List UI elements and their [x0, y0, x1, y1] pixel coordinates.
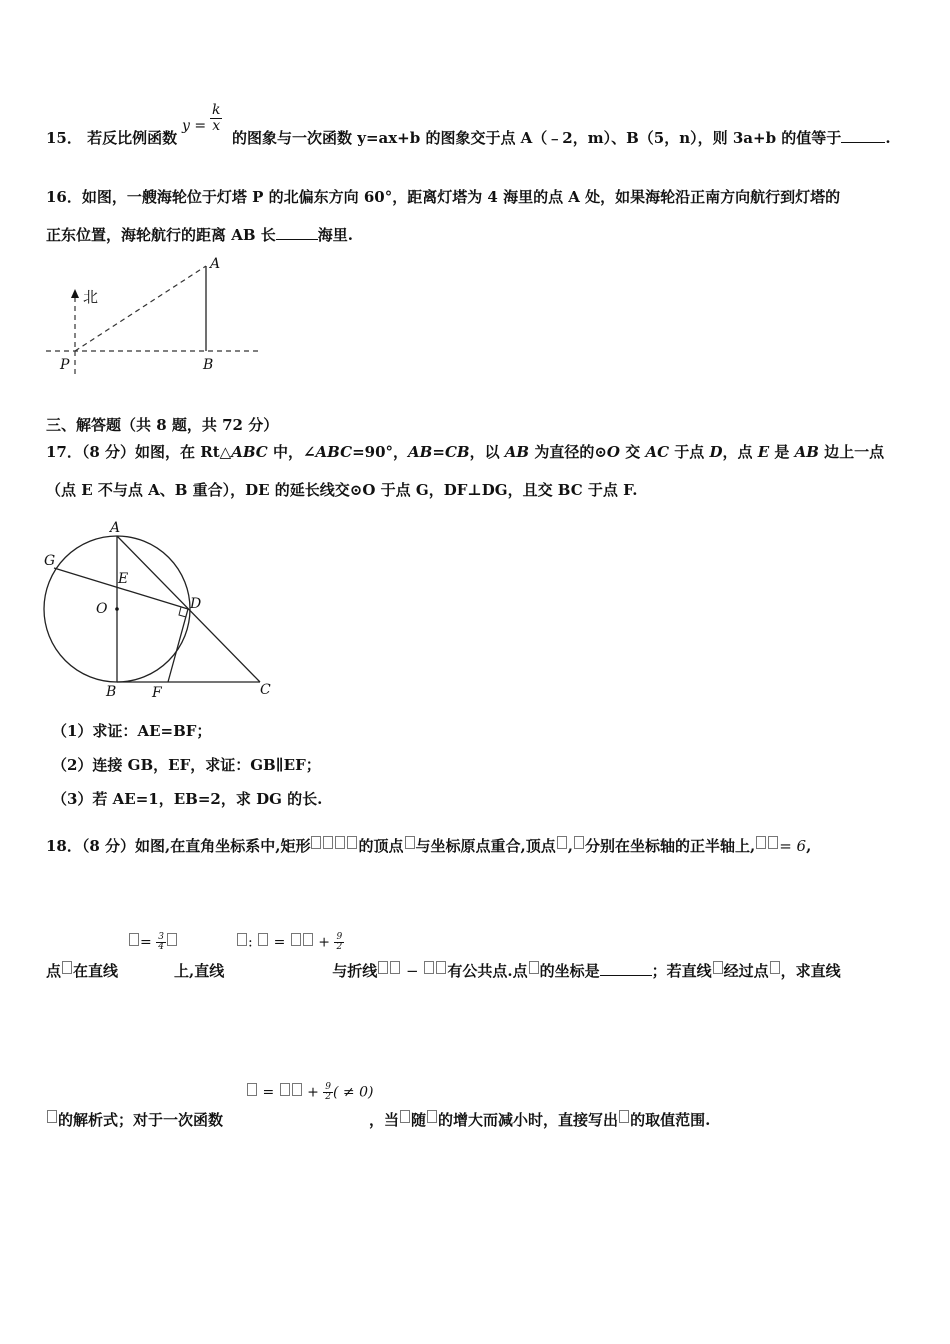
- missing-glyph-icon: [378, 961, 388, 974]
- q17-t17: ，点: [722, 443, 758, 461]
- q18-l1-c: 与坐标原点重合,顶点: [415, 837, 556, 855]
- q15-number: 15．: [46, 129, 82, 147]
- missing-glyph-icon: [237, 933, 247, 946]
- q17-segment-DF: [168, 609, 188, 682]
- q18-f-plus: +: [313, 934, 335, 951]
- q18-l1-b: 的顶点: [358, 837, 404, 855]
- section3-heading: 三、解答题（共 8 题，共 72 分）: [46, 416, 279, 434]
- q16-figure: [40, 252, 270, 377]
- missing-glyph-icon: [770, 961, 780, 974]
- q17-label-D: D: [190, 596, 202, 612]
- q17-t11: 为直径的⊙: [529, 443, 607, 461]
- q18-l2-i: ，求直线: [780, 962, 841, 980]
- q17-t6: AB: [408, 443, 433, 461]
- q18-f3-cond: ( ≠ 0): [333, 1084, 374, 1101]
- q17-t8: CB: [444, 443, 470, 461]
- q17-label-G: G: [44, 553, 56, 569]
- missing-glyph-icon: [62, 961, 72, 974]
- q16-answer-blank[interactable]: [276, 225, 318, 240]
- q17-label-E: E: [118, 571, 129, 587]
- q18-answer-blank[interactable]: [600, 961, 652, 976]
- q18-f3-d: 2: [325, 1092, 332, 1102]
- q18-formula-linear-function: [246, 1083, 373, 1102]
- q18-formula-line-a: [128, 933, 178, 952]
- q17-sub1: （1）求证：AE=BF；: [52, 722, 212, 740]
- missing-glyph-icon: [427, 1110, 437, 1123]
- missing-glyph-icon: [756, 836, 766, 849]
- q16-segment-PA: [75, 266, 206, 351]
- q17-t4: ABC: [315, 443, 353, 461]
- q18-l2-c: 上,直线: [174, 962, 225, 980]
- q17-t3: 中，∠: [267, 443, 316, 461]
- q17-t12: O: [606, 443, 620, 461]
- q17-t18: E: [757, 443, 770, 461]
- q16-line1: 16．如图，一艘海轮位于灯塔 P 的北偏东方向 60°，距离灯塔为 4 海里的点 A 处，如果海轮沿正南方向航行到灯塔的: [46, 188, 841, 206]
- missing-glyph-icon: [335, 836, 345, 849]
- missing-glyph-icon: [303, 933, 313, 946]
- q17-segment-AC: [117, 536, 260, 682]
- q16-label-A: A: [210, 256, 221, 272]
- q18-f3-plus: +: [302, 1084, 324, 1101]
- q15-line-post: [232, 128, 891, 148]
- q17-t20: AB: [794, 443, 819, 461]
- q17-t16: D: [709, 443, 723, 461]
- q18-formula-line-b: [236, 933, 344, 952]
- missing-glyph-icon: [405, 836, 415, 849]
- q18-f-eq1: =: [140, 934, 157, 951]
- missing-glyph-icon: [390, 961, 400, 974]
- missing-glyph-icon: [557, 836, 567, 849]
- q16-label-B: B: [203, 357, 214, 373]
- q15-formula-fraction: [210, 103, 222, 134]
- missing-glyph-icon: [713, 961, 723, 974]
- q18-frac-92: [334, 933, 344, 952]
- q18-l2-g: ；若直线: [651, 962, 712, 980]
- q18-l1-comma: ,: [567, 837, 573, 855]
- q15-formula-y: y =: [182, 118, 207, 134]
- q18-l3-d: 的增大而减小时，直接写出: [438, 1111, 619, 1129]
- q18-l2-h: 经过点: [723, 962, 769, 980]
- q17-label-C: C: [260, 682, 271, 698]
- q18-f-colon: :: [248, 934, 258, 951]
- q15-line: [46, 128, 177, 148]
- missing-glyph-icon: [424, 961, 434, 974]
- q18-l2-a: 点: [46, 962, 62, 980]
- missing-glyph-icon: [400, 1110, 410, 1123]
- q18-f-34-d: 4: [158, 942, 164, 952]
- q18-l1-d: 分别在坐标轴的正半轴上,: [584, 837, 756, 855]
- q18-frac3: [323, 1083, 333, 1102]
- missing-glyph-icon: [291, 933, 301, 946]
- missing-glyph-icon: [129, 933, 139, 946]
- missing-glyph-icon: [47, 1110, 57, 1123]
- q18-l2-e: 有公共点.点: [447, 962, 528, 980]
- q18-line3: [46, 1110, 710, 1130]
- q18-l2-b: 在直线: [73, 962, 119, 980]
- q17-t19: 是: [769, 443, 795, 461]
- q17-t21: 边上一点: [818, 443, 885, 461]
- q17-label-B: B: [106, 684, 117, 700]
- q17-t7: =: [432, 443, 445, 461]
- missing-glyph-icon: [323, 836, 333, 849]
- missing-glyph-icon: [529, 961, 539, 974]
- q18-l3-c: 随: [411, 1111, 427, 1129]
- q16-line2-pre: 正东位置，海轮航行的距离 AB 长: [46, 226, 276, 244]
- q18-l1-eq: = 6: [779, 837, 807, 855]
- q17-t13: 交: [620, 443, 646, 461]
- q16-line2: [46, 225, 353, 245]
- q18-f3-eq: =: [258, 1084, 279, 1101]
- q17-t9: ，以: [469, 443, 505, 461]
- q17-figure: [38, 516, 283, 706]
- q16-label-north: 北: [83, 288, 99, 306]
- q18-l1-a: 18．（8 分）如图,在直角坐标系中,矩形: [46, 837, 311, 855]
- q17-center-dot: [115, 607, 119, 611]
- q18-frac-34: [156, 933, 166, 952]
- north-arrow-icon: [71, 289, 79, 298]
- q17-line2: （点 E 不与点 A、B 重合），DE 的延长线交⊙O 于点 G，DF⊥DG，且交 BC 于点 F.: [46, 481, 638, 499]
- q17-sub3: （3）若 AE=1，EB=2，求 DG 的长.: [52, 790, 323, 808]
- q17-label-F: F: [152, 685, 162, 701]
- missing-glyph-icon: [258, 933, 268, 946]
- q17-sub2: （2）连接 GB，EF，求证：GB∥EF；: [52, 756, 321, 774]
- q16-label-P: P: [60, 357, 70, 373]
- q17-label-O: O: [96, 601, 108, 617]
- q18-l3-a: 的解析式；对于一次函数: [58, 1111, 224, 1129]
- q16-line2-post: 海里.: [317, 226, 353, 244]
- q15-end: .: [885, 129, 891, 147]
- q17-t2: ABC: [231, 443, 268, 461]
- q18-f-eq2: =: [269, 934, 290, 951]
- q17-t5: =90°，: [352, 443, 409, 461]
- q17-t10: AB: [504, 443, 530, 461]
- missing-glyph-icon: [768, 836, 778, 849]
- missing-glyph-icon: [311, 836, 321, 849]
- missing-glyph-icon: [347, 836, 357, 849]
- q18-f-92-d: 2: [336, 942, 343, 952]
- missing-glyph-icon: [436, 961, 446, 974]
- q18-f3-n: 9: [325, 1082, 332, 1092]
- missing-glyph-icon: [619, 1110, 629, 1123]
- q18-line1: [46, 836, 811, 856]
- missing-glyph-icon: [280, 1083, 290, 1096]
- q18-l2-minus: −: [401, 962, 424, 980]
- missing-glyph-icon: [574, 836, 584, 849]
- q15-formula-x: x: [212, 118, 221, 134]
- q18-l2-f: 的坐标是: [539, 962, 600, 980]
- q17-line1: [46, 442, 884, 462]
- q17-t15: 于点: [669, 443, 710, 461]
- q18-l1-end: ,: [806, 837, 812, 855]
- q18-l3-e: 的取值范围.: [630, 1111, 711, 1129]
- missing-glyph-icon: [247, 1083, 257, 1096]
- q15-formula-k: k: [212, 102, 221, 118]
- q15-answer-blank[interactable]: [841, 128, 885, 143]
- q17-label-A: A: [110, 520, 121, 536]
- missing-glyph-icon: [167, 933, 177, 946]
- q18-f-34-n: 3: [158, 932, 164, 942]
- q18-l2-d: 与折线: [332, 962, 378, 980]
- q15-text-post: 的图象与一次函数 y=ax+b 的图象交于点 A（﹣2，m）、B（5，n），则 3a+b 的值等于: [232, 129, 842, 147]
- q17-t1: 17．（8 分）如图，在 Rt△: [46, 443, 232, 461]
- q18-f-92-n: 9: [336, 932, 343, 942]
- missing-glyph-icon: [292, 1083, 302, 1096]
- q18-l3-b: ，当: [369, 1111, 400, 1129]
- q18-line2: [46, 961, 841, 981]
- q15-text-pre: 若反比例函数: [87, 129, 178, 147]
- q17-t14: AC: [645, 443, 670, 461]
